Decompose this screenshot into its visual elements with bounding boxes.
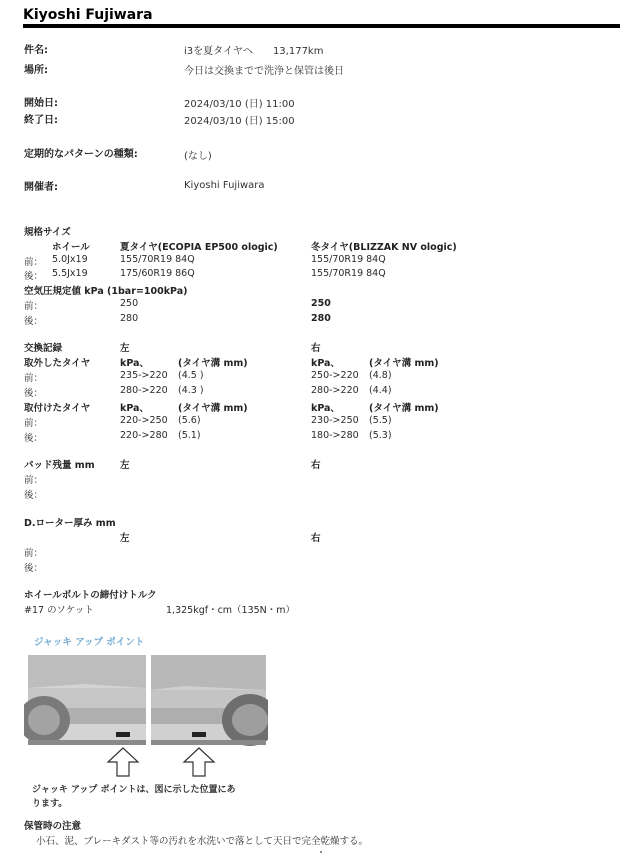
installed-rear-left-mm: (5.1) [178,430,201,441]
removed-rear-label: 後： [24,388,44,399]
spec-rear-winter: 155/70R19 84Q [311,268,386,279]
installed-rear-right-kpa: 180->280 [311,430,359,441]
pressure-rear-winter: 280 [311,313,331,324]
torque-socket: #17 のソケット [24,605,94,616]
start-value: 2024/03/10 (日) 11:00 [184,99,295,110]
removed-front-left-mm: (4.5 ) [178,370,204,381]
spec-front-summer: 155/70R19 84Q [120,254,195,265]
organizer-label: 開催者: [24,182,58,193]
arrow-up-icon [108,748,138,776]
installed-title: 取付けたタイヤ [24,403,91,414]
removed-right-kpa: kPa、 [311,358,340,369]
removed-rear-left-mm: (4.3 ) [178,385,204,396]
subject-label: 件名: [24,45,48,56]
removed-rear-left-kpa: 280->220 [120,385,168,396]
owner-name: Kiyoshi Fujiwara [23,7,153,23]
location-value: 今日は交換までで洗浄と保管は後日 [184,66,344,77]
recurrence-value: (なし) [184,151,212,162]
exchange-left-header: 左 [120,343,130,354]
spec-front-winter: 155/70R19 84Q [311,254,386,265]
installed-front-right-mm: (5.5) [369,415,392,426]
organizer-value: Kiyoshi Fujiwara [184,180,265,191]
spec-rear-label: 後： [24,271,44,282]
installed-rear-label: 後： [24,433,44,444]
installed-rear-left-kpa: 220->280 [120,430,168,441]
pressure-title: 空気圧規定値 kPa (1bar=100kPa) [24,286,188,297]
installed-front-left-mm: (5.6) [178,415,201,426]
removed-title: 取外したタイヤ [24,358,91,369]
figure-heading: ジャッキ アップ ポイント [34,637,145,648]
installed-front-right-kpa: 230->250 [311,415,359,426]
page-end-mark [320,851,322,853]
installed-rear-right-mm: (5.3) [369,430,392,441]
pressure-rear-label: 後： [24,316,44,327]
installed-right-groove: (タイヤ溝 mm) [369,403,439,414]
spec-header-summer: 夏タイヤ(ECOPIA EP500 ologic) [120,242,278,253]
car-rear-photo [151,655,268,746]
jack-point-figure [24,628,268,814]
rotor-rear-label: 後： [24,563,44,574]
torque-title: ホイールボルトの締付けトルク [24,590,157,601]
exchange-title: 交換記録 [24,343,63,354]
car-front-photo [24,655,146,745]
end-value: 2024/03/10 (日) 15:00 [184,116,295,127]
spec-rear-wheel: 5.5Jx19 [52,268,88,279]
storage-title: 保管時の注意 [24,821,82,832]
pad-left-header: 左 [120,460,130,471]
end-label: 終了日: [24,115,58,126]
installed-left-groove: (タイヤ溝 mm) [178,403,248,414]
exchange-right-header: 右 [311,343,321,354]
removed-left-kpa: kPa、 [120,358,149,369]
storage-note: 小石、泥、ブレーキダスト等の汚れを水洗いで落として天日で完全乾燥する。 [36,836,369,847]
figure-caption-line1: ジャッキ アップ ポイントは、図に示した位置にあ [32,785,236,795]
installed-front-left-kpa: 220->250 [120,415,168,426]
figure-caption-line2: ります。 [32,799,68,809]
removed-right-groove: (タイヤ溝 mm) [369,358,439,369]
spec-front-label: 前： [24,257,44,268]
arrow-up-icon [184,748,214,776]
pressure-front-label: 前： [24,301,44,312]
spec-front-wheel: 5.0Jx19 [52,254,88,265]
installed-front-label: 前： [24,418,44,429]
pressure-front-summer: 250 [120,298,139,309]
removed-rear-right-kpa: 280->220 [311,385,359,396]
pad-front-label: 前： [24,475,44,486]
pressure-front-winter: 250 [311,298,331,309]
removed-front-left-kpa: 235->220 [120,370,168,381]
pad-rear-label: 後： [24,490,44,501]
pad-title: パッド残量 mm [24,460,95,471]
torque-value: 1,325kgf・cm（135N・m） [166,605,296,616]
title-underline [23,24,620,28]
rotor-left-header: 左 [120,533,130,544]
removed-front-right-kpa: 250->220 [311,370,359,381]
installed-left-kpa: kPa、 [120,403,149,414]
subject-value: i3を夏タイヤへ 13,177km [184,46,324,57]
spec-header-winter: 冬タイヤ(BLIZZAK NV ologic) [311,242,457,253]
removed-front-label: 前： [24,373,44,384]
rotor-right-header: 右 [311,533,321,544]
removed-left-groove: (タイヤ溝 mm) [178,358,248,369]
removed-front-right-mm: (4.8) [369,370,392,381]
pressure-rear-summer: 280 [120,313,139,324]
pad-right-header: 右 [311,460,321,471]
start-label: 開始日: [24,98,58,109]
rotor-title: D.ローター厚み mm [24,518,116,529]
spec-header-wheel: ホイール [52,242,90,253]
recurrence-label: 定期的なパターンの種類: [24,149,138,160]
removed-rear-right-mm: (4.4) [369,385,392,396]
installed-right-kpa: kPa、 [311,403,340,414]
rotor-front-label: 前： [24,548,44,559]
spec-title: 規格サイズ [24,227,71,238]
spec-rear-summer: 175/60R19 86Q [120,268,195,279]
location-label: 場所: [24,65,48,76]
